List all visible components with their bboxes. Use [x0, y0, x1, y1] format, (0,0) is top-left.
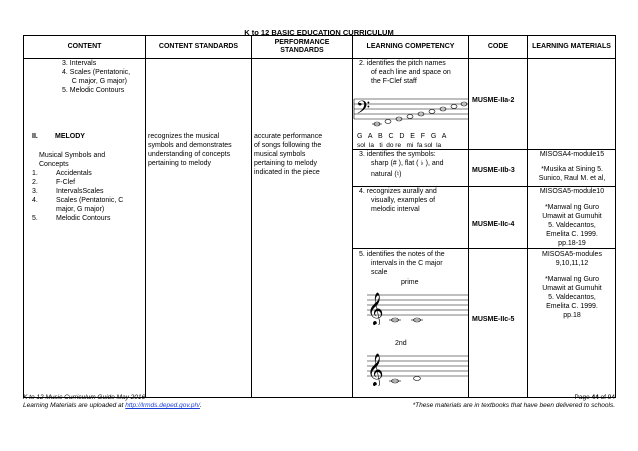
learning-materials-cell — [528, 59, 616, 398]
material-line: *Musika at Sining 5. — [541, 166, 603, 173]
material-line: pp.18 — [563, 312, 581, 319]
footer-right — [370, 394, 615, 410]
material-line: MISOSA4-module15 — [539, 151, 605, 158]
performance-line: of songs following the — [254, 142, 322, 149]
content-item-number: 2. — [32, 179, 38, 186]
content-subtitle: Concepts — [39, 161, 69, 168]
row-divider — [353, 248, 469, 249]
row-divider — [469, 149, 528, 150]
page-total: of 94 — [598, 394, 615, 401]
document-title: K to 12 BASIC EDUCATION CURRICULUM — [244, 28, 394, 37]
standards-line: symbols and demonstrates — [148, 142, 232, 149]
content-item-text: Scales (Pentatonic, C — [56, 197, 124, 204]
content-item-text: Melodic Contours — [56, 215, 111, 222]
performance-standards-cell — [252, 59, 353, 398]
material-line: Umawit at Gumuhit — [542, 213, 602, 220]
page-current: 44 — [591, 394, 599, 401]
interval-label-prime: prime — [401, 279, 419, 286]
footer-left — [23, 394, 202, 410]
body-row — [24, 59, 616, 398]
interval-label-second: 2nd — [395, 340, 407, 347]
competency-line: 4. recognizes aurally and — [359, 188, 437, 195]
page-label: Page — [574, 394, 592, 401]
content-top-item: C major, G major) — [62, 78, 127, 85]
code-value: MUSME-IIa-2 — [472, 97, 515, 104]
svg-text:𝄢: 𝄢 — [356, 98, 371, 123]
material-line: Emelita C. 1999. — [546, 303, 598, 310]
content-item-number: 5. — [32, 215, 38, 222]
competency-line: 2. identifies the pitch names — [359, 60, 446, 67]
treble-staff-second — [353, 346, 469, 386]
content-item-text: IntervalsScales — [56, 188, 104, 195]
competency-line: visually, examples of — [371, 197, 436, 204]
competency-line: intervals in the C major — [371, 260, 443, 267]
content-cell — [24, 59, 146, 398]
row-divider — [528, 248, 616, 249]
solfege-names: sol la ti do re mi fa sol la — [357, 142, 442, 149]
header-content-standards: CONTENT STANDARDS — [146, 36, 252, 59]
learning-competency-cell — [353, 59, 469, 398]
header-code: CODE — [469, 36, 528, 59]
content-item-number: 4. — [32, 197, 38, 204]
material-line: Sunico, Raul M. et al, — [538, 175, 606, 182]
row-divider — [469, 186, 528, 187]
competency-line: scale — [371, 269, 388, 276]
standards-line: recognizes the musical — [148, 133, 220, 140]
material-line: pp.18-19 — [558, 240, 586, 247]
material-line: MISOSA5-modules — [542, 251, 602, 258]
content-item-text: F-Clef — [56, 179, 76, 186]
material-line: 9,10,11,12 — [555, 260, 589, 267]
standards-line: understanding of concepts — [148, 151, 231, 158]
section-title: MELODY — [55, 133, 85, 140]
content-item-number: 3. — [32, 188, 38, 195]
competency-line: 3. identifies the symbols: — [359, 151, 436, 158]
code-value: MUSME-IIb-3 — [472, 167, 515, 174]
competency-line: of each line and space on — [371, 69, 451, 76]
footer-guide-title: K to 12 Music Curriculum Guide May 2016 — [23, 394, 146, 401]
f-clef-staff — [353, 93, 469, 131]
lrmds-link[interactable]: http://lrmds.deped.gov.ph/ — [125, 402, 200, 409]
header-learning-materials: LEARNING MATERIALS — [528, 36, 616, 59]
competency-line: 5. identifies the notes of the — [359, 251, 445, 258]
section-number: II. — [32, 133, 38, 140]
material-line: Umawit at Gumuhit — [542, 285, 602, 292]
note-names: G A B C D E F G A — [357, 133, 447, 140]
content-item-number: 1. — [32, 170, 38, 177]
material-line: *Manwal ng Guro — [544, 204, 600, 211]
row-divider — [469, 248, 528, 249]
footer-upload-suffix: . — [199, 402, 202, 409]
code-value: MUSME-IIc-5 — [472, 316, 515, 323]
standards-line: pertaining to melody — [148, 160, 212, 167]
content-top-item: 4. Scales (Pentatonic, — [62, 69, 131, 76]
svg-text:𝄞: 𝄞 — [367, 353, 384, 386]
competency-line: the F-Clef staff — [371, 78, 417, 85]
competency-line: melodic interval — [371, 206, 420, 213]
competency-line: sharp (# ), flat ( ♭ ), and — [371, 160, 444, 167]
curriculum-table — [23, 35, 616, 398]
footer-upload-prefix: Learning Materials are uploaded at — [23, 402, 126, 409]
content-top-item: 5. Melodic Contours — [62, 87, 125, 94]
page-number — [370, 394, 615, 402]
content-top-item: 3. Intervals — [62, 60, 97, 67]
material-line: Emelita C. 1999. — [546, 231, 598, 238]
svg-text:𝄞: 𝄞 — [367, 292, 384, 325]
content-item-text: major, G major) — [56, 206, 105, 213]
material-line: MISOSA5-module10 — [539, 188, 605, 195]
performance-line: accurate performance — [254, 133, 323, 140]
material-line: 5. Valdecantos, — [548, 294, 596, 301]
material-line: *Manwal ng Guro — [544, 276, 600, 283]
performance-line: musical symbols — [254, 151, 306, 158]
performance-line: pertaining to melody — [254, 160, 318, 167]
code-value: MUSME-IIc-4 — [472, 221, 515, 228]
header-content: CONTENT — [24, 36, 146, 59]
treble-staff-prime — [353, 285, 469, 325]
material-line: 5. Valdecantos, — [548, 222, 596, 229]
footer-upload-note — [23, 402, 202, 410]
header-row — [24, 36, 616, 59]
competency-line: natural (♮) — [371, 171, 402, 178]
content-subtitle: Musical Symbols and — [39, 152, 106, 159]
header-performance-standards: PERFORMANCE STANDARDS — [252, 36, 353, 59]
content-standards-cell — [146, 59, 252, 398]
footer-materials-note: *These materials are in textbooks that have been delivered to schools. — [412, 402, 615, 409]
performance-line: indicated in the piece — [254, 169, 320, 176]
header-learning-competency: LEARNING COMPETENCY — [353, 36, 469, 59]
content-item-text: Accidentals — [56, 170, 92, 177]
code-cell — [469, 59, 528, 398]
